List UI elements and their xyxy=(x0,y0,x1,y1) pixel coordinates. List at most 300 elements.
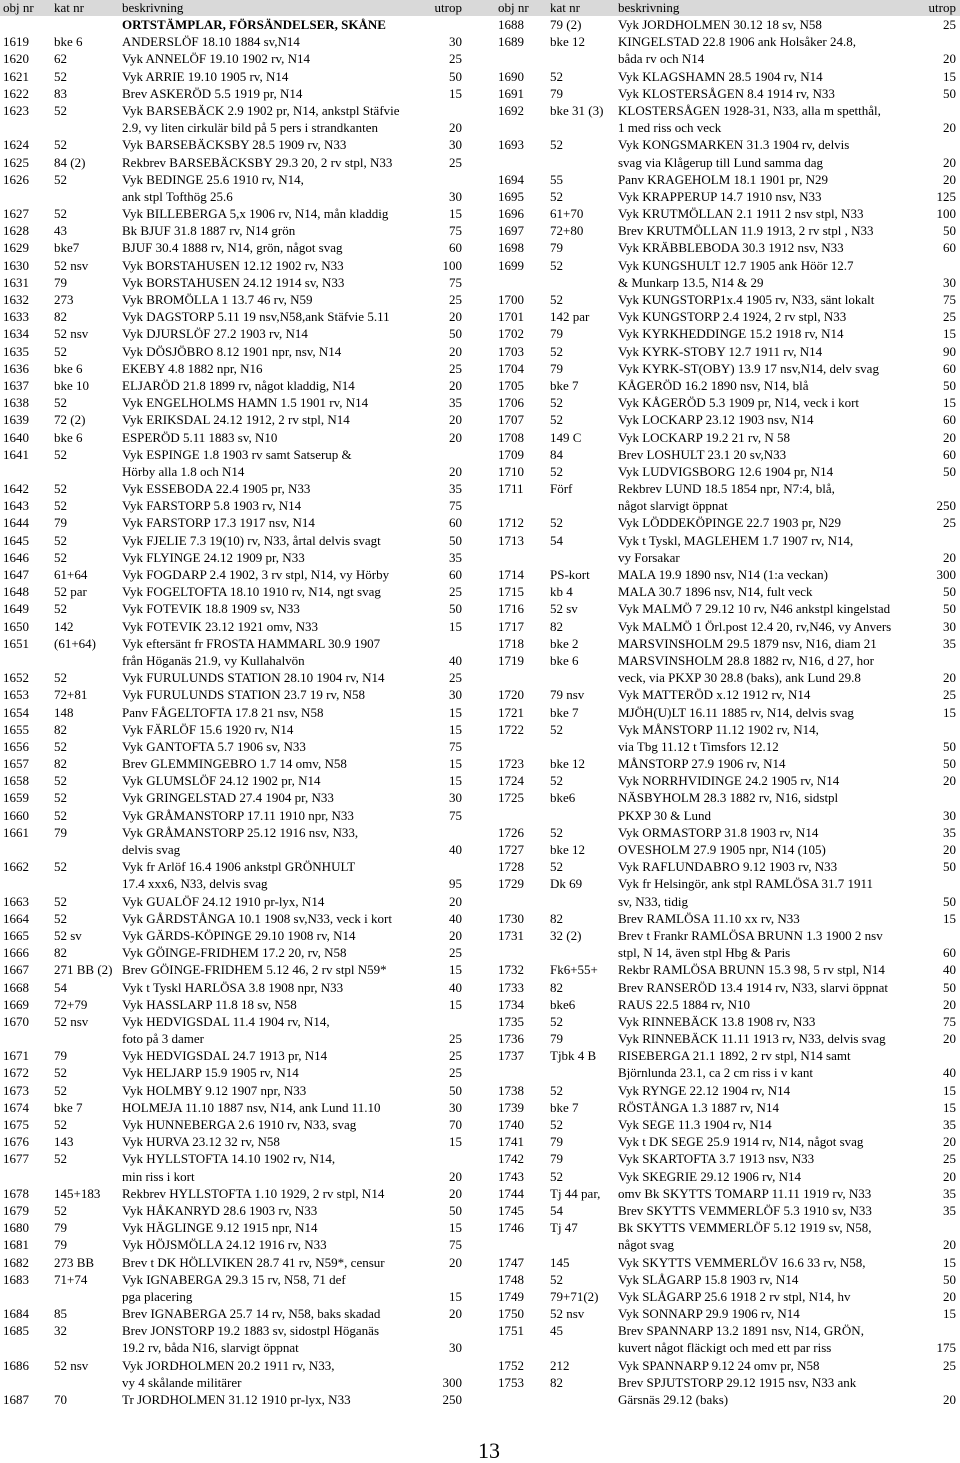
kat-nr: 79 xyxy=(54,1220,67,1236)
kat-nr: 142 par xyxy=(550,309,590,325)
lot-row xyxy=(0,979,480,996)
obj-nr: 1723 xyxy=(498,756,524,772)
utrop: 25 xyxy=(449,1048,462,1064)
utrop: 20 xyxy=(943,1392,956,1407)
beskrivning: Vyk FOTEVIK 18.8 1909 sv, N33 xyxy=(122,601,300,617)
obj-nr: 1630 xyxy=(3,257,29,273)
kat-nr: 52 xyxy=(54,446,67,462)
kat-nr: 82 xyxy=(550,1374,563,1390)
kat-nr: 52 xyxy=(54,670,67,686)
utrop: 25 xyxy=(449,292,462,307)
beskrivning: Vyk ARRIE 19.10 1905 rv, N14 xyxy=(122,68,289,84)
utrop: 75 xyxy=(449,738,462,754)
lot-row xyxy=(480,979,960,996)
utrop: 50 xyxy=(943,893,956,909)
lot-row xyxy=(480,944,960,961)
beskrivning: Vyk NORRHVIDINGE 24.2 1905 rv, N14 xyxy=(618,773,840,789)
obj-nr: 1646 xyxy=(3,549,29,565)
utrop: 30 xyxy=(449,790,462,806)
obj-nr: 1651 xyxy=(3,635,29,651)
obj-nr: 1642 xyxy=(3,481,29,497)
kat-nr: 79 xyxy=(550,326,563,342)
lot-row xyxy=(0,1219,480,1236)
obj-nr: 1663 xyxy=(3,893,29,909)
obj-nr: 1624 xyxy=(3,137,29,153)
lot-row xyxy=(0,154,480,171)
column-header xyxy=(480,0,960,16)
utrop: 50 xyxy=(449,1202,462,1218)
utrop: 15 xyxy=(943,395,956,411)
obj-nr: 1728 xyxy=(498,859,524,875)
kat-nr: 70 xyxy=(54,1392,67,1407)
utrop: 50 xyxy=(943,738,956,754)
kat-nr: 52 xyxy=(54,343,67,359)
obj-nr: 1673 xyxy=(3,1082,29,1098)
lot-row xyxy=(0,429,480,446)
obj-nr: 1709 xyxy=(498,446,524,462)
beskrivning: OVESHOLM 27.9 1905 npr, N14 (105) xyxy=(618,842,826,857)
lot-row xyxy=(480,1116,960,1133)
utrop: 20 xyxy=(943,670,956,686)
lot-row xyxy=(480,1168,960,1185)
beskrivning: BJUF 30.4 1888 rv, N14, grön, något svag xyxy=(122,240,343,256)
kat-nr: 212 xyxy=(550,1357,570,1373)
lot-row xyxy=(480,463,960,480)
kat-nr: 72 (2) xyxy=(54,412,86,428)
obj-nr: 1655 xyxy=(3,721,29,737)
kat-nr: 52 xyxy=(54,481,67,497)
lot-row xyxy=(0,721,480,738)
utrop: 30 xyxy=(449,1340,462,1356)
obj-nr: 1718 xyxy=(498,635,524,651)
obj-nr: 1679 xyxy=(3,1202,29,1218)
lot-row xyxy=(480,1185,960,1202)
obj-nr: 1751 xyxy=(498,1323,524,1339)
lot-row xyxy=(480,755,960,772)
utrop: 15 xyxy=(943,68,956,84)
beskrivning: Vyk KLOSTERSÅGEN 8.4 1914 rv, N33 xyxy=(618,85,835,101)
utrop: 60 xyxy=(449,567,462,582)
obj-nr: 1687 xyxy=(3,1392,29,1407)
kat-nr: 148 xyxy=(54,704,74,720)
kat-nr: 79 xyxy=(54,515,67,531)
beskrivning: Vyk HEDVIGSDAL 11.4 1904 rv, N14, xyxy=(122,1013,330,1029)
kat-nr: bke 10 xyxy=(54,377,90,393)
beskrivning: KINGELSTAD 22.8 1906 ank Holsåker 24.8, xyxy=(618,34,856,50)
lot-row xyxy=(0,360,480,377)
beskrivning: Vyk LUDVIGSBORG 12.6 1904 pr, N14 xyxy=(618,463,834,479)
utrop: 100 xyxy=(936,206,956,222)
utrop: 15 xyxy=(943,704,956,720)
obj-nr: 1715 xyxy=(498,584,524,600)
lot-row xyxy=(0,274,480,291)
kat-nr: 52 xyxy=(550,1168,563,1184)
beskrivning: båda rv och N14 xyxy=(618,51,705,67)
beskrivning: något svag xyxy=(618,1237,674,1253)
lot-row xyxy=(480,1271,960,1288)
lot-row xyxy=(0,239,480,256)
lot-row xyxy=(480,446,960,463)
kat-nr: bke 6 xyxy=(54,429,83,445)
kat-nr: 84 xyxy=(550,446,563,462)
beskrivning: via Tbg 11.12 t Timsfors 12.12 xyxy=(618,738,779,754)
beskrivning: Vyk ESSEBODA 22.4 1905 pr, N33 xyxy=(122,481,311,497)
lot-row xyxy=(0,1047,480,1064)
utrop: 20 xyxy=(943,842,956,857)
beskrivning: MJÖH(U)LT 16.11 1885 rv, N14, delvis svag xyxy=(618,704,854,720)
beskrivning: Brev KRUTMÖLLAN 11.9 1913, 2 rv stpl , N33 xyxy=(618,223,874,239)
obj-nr: 1638 xyxy=(3,395,29,411)
obj-nr: 1654 xyxy=(3,704,29,720)
kat-nr: 271 BB (2) xyxy=(54,962,113,978)
utrop: 25 xyxy=(943,1357,956,1373)
utrop: 60 xyxy=(449,240,462,256)
obj-nr: 1735 xyxy=(498,1013,524,1029)
lot-row xyxy=(0,858,480,875)
kat-nr: 52 xyxy=(54,601,67,617)
kat-nr: 142 xyxy=(54,618,74,634)
kat-nr: 52 xyxy=(550,1082,563,1098)
lot-row xyxy=(0,961,480,978)
kat-nr: Tjbk 4 B xyxy=(550,1048,597,1064)
beskrivning: ANDERSLÖF 18.10 1884 sv,N14 xyxy=(122,34,300,50)
beskrivning: Vyk HÖJSMÖLLA 24.12 1916 rv, N33 xyxy=(122,1237,327,1253)
beskrivning: Vyk KYRK-STOBY 12.7 1911 rv, N14 xyxy=(618,343,823,359)
lot-row xyxy=(480,1374,960,1391)
kat-nr: 273 BB xyxy=(54,1254,95,1270)
beskrivning: Brev RAMLÖSA 11.10 xx rv, N33 xyxy=(618,910,800,926)
kat-nr: 79 xyxy=(550,360,563,376)
lot-row xyxy=(480,841,960,858)
lot-row xyxy=(480,308,960,325)
lot-row xyxy=(480,772,960,789)
utrop: 20 xyxy=(943,171,956,187)
utrop: 30 xyxy=(449,188,462,204)
obj-nr: 1742 xyxy=(498,1151,524,1167)
kat-nr: 52 xyxy=(550,1117,563,1132)
beskrivning: från Höganäs 21.9, vy Kullahalvön xyxy=(122,652,305,668)
obj-nr: 1731 xyxy=(498,927,524,943)
kat-nr: 61+64 xyxy=(54,567,88,582)
obj-nr: 1631 xyxy=(3,274,29,290)
beskrivning: Vyk GANTOFTA 5.7 1906 sv, N33 xyxy=(122,738,306,754)
kat-nr: 52 xyxy=(54,532,67,548)
utrop: 15 xyxy=(449,704,462,720)
lot-row xyxy=(0,652,480,669)
beskrivning: HOLMEJA 11.10 1887 nsv, N14, ank Lund 11.10 xyxy=(122,1099,381,1115)
obj-nr: 1738 xyxy=(498,1082,524,1098)
utrop: 20 xyxy=(943,996,956,1012)
column-header xyxy=(0,0,480,16)
obj-nr: 1716 xyxy=(498,601,524,617)
utrop: 15 xyxy=(449,618,462,634)
beskrivning: Vyk t DK SEGE 25.9 1914 rv, N14, något svag xyxy=(618,1134,864,1150)
utrop: 50 xyxy=(943,1271,956,1287)
kat-nr: 52 xyxy=(550,292,563,307)
beskrivning: vy Forsakar xyxy=(618,549,680,565)
utrop: 20 xyxy=(943,773,956,789)
utrop: 25 xyxy=(449,584,462,600)
kat-nr: 54 xyxy=(550,532,563,548)
lot-row xyxy=(0,50,480,67)
lot-row xyxy=(480,222,960,239)
beskrivning: Brev LOSHULT 23.1 20 sv,N33 xyxy=(618,446,787,462)
utrop: 20 xyxy=(943,1288,956,1304)
obj-nr: 1693 xyxy=(498,137,524,153)
beskrivning: Brev IGNABERGA 25.7 14 rv, N58, baks skadad xyxy=(122,1306,381,1322)
kat-nr: bke6 xyxy=(550,996,576,1012)
obj-nr: 1622 xyxy=(3,85,29,101)
beskrivning: Vyk FJELIE 7.3 19(10) rv, N33, årtal delvis svagt xyxy=(122,532,381,548)
kat-nr: 52 xyxy=(54,549,67,565)
beskrivning: Vyk HÄGLINGE 9.12 1915 npr, N14 xyxy=(122,1220,318,1236)
utrop: 175 xyxy=(936,1340,956,1356)
beskrivning: Brev SKYTTS VEMMERLÖF 5.3 1910 sv, N33 xyxy=(618,1202,872,1218)
lot-row xyxy=(0,377,480,394)
lot-row xyxy=(480,652,960,669)
lot-row xyxy=(480,789,960,806)
utrop: 25 xyxy=(449,670,462,686)
lot-row xyxy=(480,119,960,136)
lot-row xyxy=(480,996,960,1013)
lot-row xyxy=(480,893,960,910)
kat-nr: 52 xyxy=(550,773,563,789)
lot-row xyxy=(480,1064,960,1081)
lot-row xyxy=(0,996,480,1013)
beskrivning: Vyk BORSTAHUSEN 12.12 1902 rv, N33 xyxy=(122,257,344,273)
kat-nr: PS-kort xyxy=(550,567,590,582)
beskrivning: Vyk FURULUNDS STATION 28.10 1904 rv, N14 xyxy=(122,670,385,686)
obj-nr: 1672 xyxy=(3,1065,29,1081)
kat-nr: kb 4 xyxy=(550,584,573,600)
utrop: 20 xyxy=(449,343,462,359)
utrop: 35 xyxy=(943,1117,956,1132)
lot-row xyxy=(480,669,960,686)
kat-nr: 52 xyxy=(550,859,563,875)
obj-nr: 1711 xyxy=(498,481,524,497)
lot-row xyxy=(480,566,960,583)
kat-nr: 45 xyxy=(550,1323,563,1339)
lot-row xyxy=(0,1030,480,1047)
beskrivning: NÄSBYHOLM 28.3 1882 rv, N16, sidstpl xyxy=(618,790,839,806)
beskrivning: svag via Klågerup till Lund samma dag xyxy=(618,154,824,170)
beskrivning: & Munkarp 13.5, N14 & 29 xyxy=(618,274,764,290)
lot-row xyxy=(0,1322,480,1339)
utrop: 60 xyxy=(943,240,956,256)
obj-nr: 1657 xyxy=(3,756,29,772)
kat-nr: 82 xyxy=(550,618,563,634)
kat-nr: 79+71(2) xyxy=(550,1288,599,1304)
kat-nr: 43 xyxy=(54,223,67,239)
beskrivning: Vyk MALMÖ 1 Örl.post 12.4 20, rv,N46, vy Anvers xyxy=(618,618,892,634)
beskrivning: Vyk KRAPPERUP 14.7 1910 nsv, N33 xyxy=(618,188,822,204)
utrop: 25 xyxy=(943,1151,956,1167)
obj-nr: 1730 xyxy=(498,910,524,926)
kat-nr: 79 xyxy=(54,274,67,290)
kat-nr: 52 xyxy=(54,1065,67,1081)
kat-nr: Fk6+55+ xyxy=(550,962,598,978)
beskrivning: Vyk MALMÖ 7 29.12 10 rv, N46 ankstpl kingelstad xyxy=(618,601,891,617)
obj-nr: 1650 xyxy=(3,618,29,634)
obj-nr: 1694 xyxy=(498,171,524,187)
kat-nr: 52 xyxy=(54,171,67,187)
lot-row xyxy=(0,119,480,136)
utrop: 75 xyxy=(943,1013,956,1029)
obj-nr: 1660 xyxy=(3,807,29,823)
lot-row xyxy=(0,514,480,531)
utrop: 35 xyxy=(943,1185,956,1201)
beskrivning: sv, N33, tidig xyxy=(618,893,688,909)
lot-row xyxy=(0,772,480,789)
obj-nr: 1703 xyxy=(498,343,524,359)
utrop: 20 xyxy=(449,893,462,909)
obj-nr: 1662 xyxy=(3,859,29,875)
beskrivning: foto på 3 damer xyxy=(122,1031,204,1047)
obj-nr: 1625 xyxy=(3,154,29,170)
utrop: 15 xyxy=(449,1220,462,1236)
obj-nr: 1675 xyxy=(3,1117,29,1132)
obj-nr: 1719 xyxy=(498,652,524,668)
utrop: 50 xyxy=(943,377,956,393)
lot-row xyxy=(480,102,960,119)
utrop: 30 xyxy=(449,1099,462,1115)
kat-nr: 54 xyxy=(54,979,67,995)
lot-row xyxy=(0,68,480,85)
lot-row xyxy=(480,325,960,342)
obj-nr: 1745 xyxy=(498,1202,524,1218)
utrop: 25 xyxy=(943,515,956,531)
utrop: 30 xyxy=(943,618,956,634)
lot-row xyxy=(0,325,480,342)
utrop: 20 xyxy=(449,309,462,325)
obj-nr: 1714 xyxy=(498,567,524,582)
kat-nr: 71+74 xyxy=(54,1271,88,1287)
utrop: 40 xyxy=(449,910,462,926)
beskrivning: Vyk FARSTORP 17.3 1917 nsv, N14 xyxy=(122,515,315,531)
beskrivning: Brev JONSTORP 19.2 1883 sv, sidostpl Höganäs xyxy=(122,1323,380,1339)
lot-row xyxy=(0,1013,480,1030)
kat-nr: 145 xyxy=(550,1254,570,1270)
beskrivning: Brev t Frankr RAMLÖSA BRUNN 1.3 1900 2 nsv xyxy=(618,927,883,943)
utrop: 15 xyxy=(449,773,462,789)
kat-nr: 52 xyxy=(550,188,563,204)
kat-nr: bke 7 xyxy=(550,704,579,720)
lot-row xyxy=(0,841,480,858)
obj-nr: 1669 xyxy=(3,996,29,1012)
lot-row xyxy=(0,910,480,927)
kat-nr: 79 xyxy=(550,1151,563,1167)
beskrivning: Vyk HASSLARP 11.8 18 sv, N58 xyxy=(122,996,297,1012)
lot-row xyxy=(480,1254,960,1271)
kat-nr: 82 xyxy=(54,309,67,325)
beskrivning: Vyk HURVA 23.12 32 rv, N58 xyxy=(122,1134,280,1150)
beskrivning: Vyk GÄRDS-KÖPINGE 29.10 1908 rv, N14 xyxy=(122,927,356,943)
lot-row xyxy=(480,291,960,308)
lot-row xyxy=(480,807,960,824)
utrop: 300 xyxy=(442,1374,462,1390)
kat-nr: 82 xyxy=(54,945,67,961)
beskrivning: Brev SPANNARP 13.2 1891 nsv, N14, GRÖN, xyxy=(618,1323,864,1339)
kat-nr: 52 xyxy=(54,859,67,875)
obj-nr: 1712 xyxy=(498,515,524,531)
beskrivning: Vyk DJURSLÖF 27.2 1903 rv, N14 xyxy=(122,326,308,342)
beskrivning: EKEBY 4.8 1882 npr, N16 xyxy=(122,360,263,376)
beskrivning: Vyk RAFLUNDABRO 9.12 1903 rv, N33 xyxy=(618,859,838,875)
lot-row xyxy=(480,188,960,205)
beskrivning: Vyk BROMÖLLA 1 13.7 46 rv, N59 xyxy=(122,292,313,307)
lot-row xyxy=(480,239,960,256)
utrop: 30 xyxy=(943,274,956,290)
lot-row xyxy=(0,205,480,222)
obj-nr: 1658 xyxy=(3,773,29,789)
obj-nr: 1740 xyxy=(498,1117,524,1132)
lot-row xyxy=(0,686,480,703)
obj-nr: 1736 xyxy=(498,1031,524,1047)
utrop: 60 xyxy=(943,446,956,462)
beskrivning: Vyk FLYINGE 24.12 1909 pr, N33 xyxy=(122,549,305,565)
kat-nr: 52 sv xyxy=(550,601,578,617)
kat-nr: 52 xyxy=(550,1271,563,1287)
lot-row xyxy=(0,1339,480,1356)
lot-row xyxy=(480,686,960,703)
obj-nr: 1628 xyxy=(3,223,29,239)
beskrivning: Panv KRAGEHOLM 18.1 1901 pr, N29 xyxy=(618,171,828,187)
lot-row xyxy=(480,721,960,738)
lot-row xyxy=(0,1133,480,1150)
utrop: 15 xyxy=(449,962,462,978)
obj-nr: 1627 xyxy=(3,206,29,222)
obj-nr: 1702 xyxy=(498,326,524,342)
lot-row xyxy=(0,343,480,360)
obj-nr: 1696 xyxy=(498,206,524,222)
lot-row xyxy=(480,377,960,394)
obj-nr: 1705 xyxy=(498,377,524,393)
lot-row xyxy=(0,257,480,274)
beskrivning: något slarvigt öppnat xyxy=(618,498,728,514)
lot-row xyxy=(0,136,480,153)
beskrivning: Vyk IGNABERGA 29.3 15 rv, N58, 71 def xyxy=(122,1271,346,1287)
utrop: 15 xyxy=(943,910,956,926)
lot-row xyxy=(0,583,480,600)
beskrivning: Vyk MATTERÖD x.12 1912 rv, N14 xyxy=(618,687,811,703)
lot-row xyxy=(480,583,960,600)
obj-nr: 1649 xyxy=(3,601,29,617)
kat-nr: 52 xyxy=(550,1013,563,1029)
lot-row xyxy=(0,463,480,480)
beskrivning: Bk SKYTTS VEMMERLÖF 5.12 1919 sv, N58, xyxy=(618,1220,872,1236)
kat-nr: Dk 69 xyxy=(550,876,583,892)
kat-nr: 52 xyxy=(54,1117,67,1132)
lot-row xyxy=(0,394,480,411)
obj-nr: 1747 xyxy=(498,1254,524,1270)
lot-row xyxy=(480,1236,960,1253)
lot-row xyxy=(0,789,480,806)
kat-nr: 52 xyxy=(54,738,67,754)
obj-nr: 1661 xyxy=(3,824,29,840)
kat-nr: 85 xyxy=(54,1306,67,1322)
beskrivning: Rekbr RAMLÖSA BRUNN 15.3 98, 5 rv stpl, N14 xyxy=(618,962,885,978)
lot-row xyxy=(0,1288,480,1305)
beskrivning: Vyk KUNGSTORP1x.4 1905 rv, N33, sänt lokalt xyxy=(618,292,875,307)
lot-row xyxy=(480,875,960,892)
beskrivning: vy 4 skålande militärer xyxy=(122,1374,242,1390)
lot-row xyxy=(0,85,480,102)
obj-nr: 1685 xyxy=(3,1323,29,1339)
obj-nr: 1641 xyxy=(3,446,29,462)
lot-row xyxy=(480,704,960,721)
obj-nr: 1748 xyxy=(498,1271,524,1287)
utrop: 75 xyxy=(449,498,462,514)
